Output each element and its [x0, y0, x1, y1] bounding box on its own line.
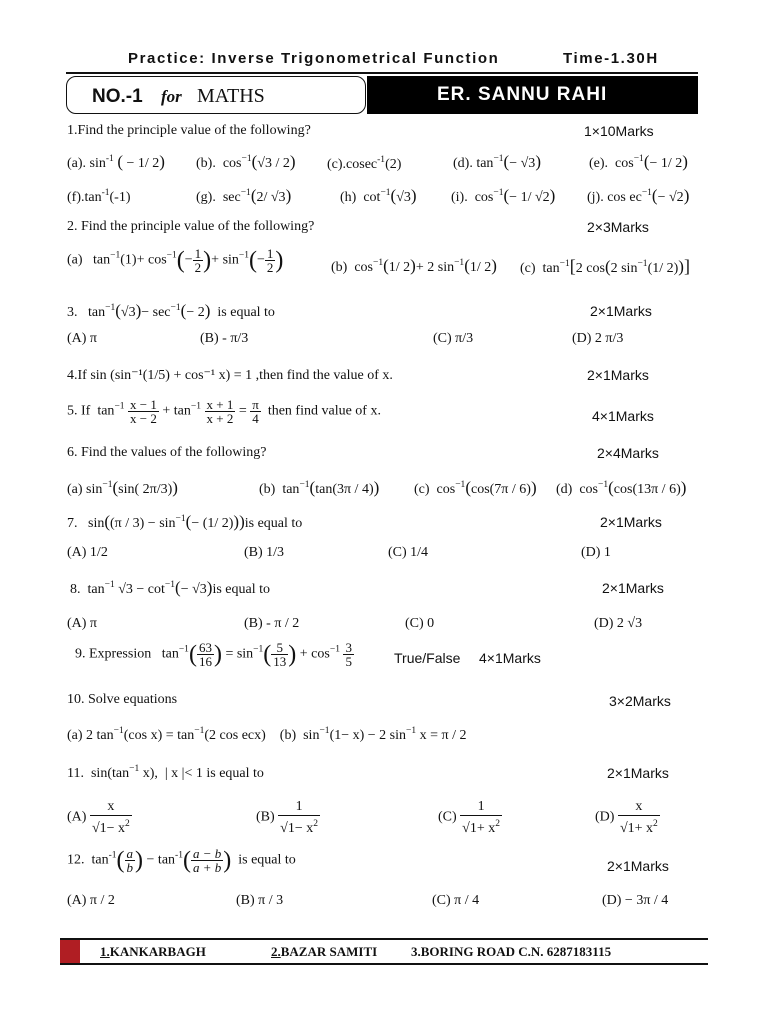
q7-option-c: (C) 1/4 — [388, 545, 429, 560]
q1-part-g: (g). $\sec^{-1}(2/$ √3) — [196, 186, 292, 205]
q6-part-d: (d) $\cos^{-1}(\cos(13\pi / 6))$ — [556, 478, 687, 497]
q9-true-false: True/False — [394, 650, 461, 666]
q3-marks: 2×1Marks — [590, 303, 652, 319]
q3-option-a: (A) π — [67, 331, 98, 346]
q3-option-c: (C) π/3 — [433, 331, 474, 346]
q12-option-b: (B) π / 3 — [236, 893, 284, 908]
q2-part-c: (c) $\tan^{-1}[2$ cos(2 $\sin^{-1}(1/$ 2))] — [520, 256, 690, 276]
q10-prompt: 10. Solve equations — [67, 692, 178, 707]
q2-marks: 2×3Marks — [587, 219, 649, 235]
sheet-number: NO.-1 — [92, 86, 143, 107]
q1-part-d: (d). $\tan^{-1}(- √3)$ — [453, 152, 541, 171]
q8-option-c: (C) 0 — [405, 616, 435, 631]
q11-option-a: (A) $\frac{x}{√1- x^2}$ — [67, 799, 130, 836]
footer-accent-bar — [60, 940, 80, 963]
q1-part-a: (a). $\sin^{-1}$ ( − 1/ 2) — [67, 152, 165, 171]
q12-prompt: 12. $\tan^{-1}$( $\frac{a}{b}$ ) − $\tan^{-1}$( $\frac{a - b}{a + b}$ ) is equal to — [67, 846, 296, 875]
q8-option-d: (D) 2 √3 — [594, 616, 643, 631]
q8-marks: 2×1Marks — [602, 580, 664, 596]
for-label: for — [161, 87, 182, 106]
q12-option-c: (C) π / 4 — [432, 893, 480, 908]
header-divider — [66, 72, 698, 74]
q1-part-e: (e). $\cos^{-1}(- 1/$ 2) — [589, 152, 688, 171]
q7-prompt: 7. $\sin((\pi / 3) - \sin^{-1}(- (1/$ 2)))is equal to — [67, 512, 303, 531]
author-banner — [367, 76, 698, 114]
q10-part-a: (a) 2 $\tan^{-1}(\cos$ $x) = \tan^{-1}(2$ cos ecx) (b) $\sin^{-1}(1- x) - 2$ $\sin^{-1} x = \pi / 2$ — [67, 726, 467, 743]
q8-prompt: 8. $\tan^{-1} √3 - \cot^{-1}(- √3)is$ equal to — [70, 578, 270, 597]
q9-prompt: 9. Expression $\tan^{-1}$( $\frac{63}{16}$ ) = $\sin^{-1}$( $\frac{5}{13}$ ) + $\cos^{-1}$ $\frac{3}{5}$ — [75, 640, 352, 669]
q7-option-b: (B) 1/3 — [244, 545, 285, 560]
q8-option-a: (A) π — [67, 616, 98, 631]
q11-option-c: (C) $\frac{1}{√1+ x^2}$ — [438, 799, 501, 836]
q1-part-c: (c).cosec$^{-1}$(2) — [327, 155, 402, 172]
q3-prompt: 3. $\tan^{-1}(√3)- \sec^{-1}(- 2)$ is equal to — [67, 301, 275, 320]
q6-part-a: (a) $\sin^{-1}(\sin$( 2π/3)) — [67, 478, 178, 497]
q10-marks: 3×2Marks — [609, 693, 671, 709]
q12-marks: 2×1Marks — [607, 858, 669, 874]
footer-branch-2 — [271, 944, 377, 960]
time-limit: Time-1.30H — [563, 50, 659, 67]
q1-part-j: (j). $\cos ec^{-1}(- √2)$ — [587, 186, 690, 205]
title-text: Practice: Inverse Trigonometrical Function — [128, 50, 500, 67]
footer-branch-1-name: KANKARBAGH — [109, 944, 206, 959]
q1-marks: 1×10Marks — [584, 123, 654, 139]
q1-part-f: $(f).\tan^{-1}(-1)$ — [67, 188, 131, 205]
q12-option-a: (A) π / 2 — [67, 893, 115, 908]
q5-prompt: 5. If $\tan^{-1}$ $\frac{x - 1}{x - 2}$ + $\tan^{-1}$ $\frac{x + 1}{x + 2}$ = $\frac{\pi}{4}$ then find value of x. — [67, 397, 381, 426]
q6-part-c: (c) $\cos^{-1}(\cos(7\pi / 6))$ — [414, 478, 537, 497]
q8-option-b: (B) - π / 2 — [244, 616, 300, 631]
q5-suffix: then find value of x. — [267, 403, 381, 419]
q7-option-a: (A) 1/2 — [67, 545, 108, 560]
q6-part-b: (b) $\tan^{-1}(\tan(3\pi / 4))$ — [259, 478, 380, 497]
footer-divider-top — [60, 938, 708, 940]
footer-branch-2-num: 2. — [271, 944, 281, 959]
q1-part-b: (b). $\cos^{-1}(√3 / 2)$ — [196, 152, 296, 171]
subject-box — [66, 76, 366, 114]
q1-part-h: (h) $\cot^{-1}(√3)$ — [340, 186, 417, 205]
q2-part-b: (b) $\cos^{-1}(1/$ 2)+ 2 $\sin^{-1}(1/$ 2) — [331, 256, 497, 275]
q4-prompt: 4.If sin (sin⁻¹(1/5) + cos⁻¹ x) = 1 ,then find the value of x. — [67, 368, 393, 383]
q12-option-d: (D) − 3π / 4 — [602, 893, 669, 908]
q7-marks: 2×1Marks — [600, 514, 662, 530]
q1-part-i: (i). $\cos^{-1}(- 1/$ √2) — [451, 186, 556, 205]
q6-marks: 2×4Marks — [597, 445, 659, 461]
q11-prompt: 11. $\sin(\tan^{-1}$ x), | x |< 1 is equal to — [67, 764, 264, 781]
subject-label: MATHS — [197, 85, 265, 107]
page-title — [128, 50, 659, 67]
footer-divider-bottom — [60, 963, 708, 965]
q11-option-d: (D) $\frac{x}{√1+ x^2}$ — [595, 799, 658, 836]
q6-prompt: 6. Find the values of the following? — [67, 445, 267, 460]
q11-option-b: (B) $\frac{1}{√1- x^2}$ — [256, 799, 319, 836]
q11-marks: 2×1Marks — [607, 765, 669, 781]
q1-prompt: 1.Find the principle value of the following? — [67, 123, 311, 138]
footer-branch-1 — [100, 944, 206, 960]
q3-option-d: (D) 2 π/3 — [572, 331, 624, 346]
footer-branch-3: 3.BORING ROAD C.N. 6287183115 — [411, 944, 612, 959]
q4-marks: 2×1Marks — [587, 367, 649, 383]
footer-branch-2-name: BAZAR SAMITI — [280, 944, 378, 959]
q3-option-b: (B) - π/3 — [200, 331, 249, 346]
q2-prompt: 2. Find the principle value of the following? — [67, 219, 315, 234]
q5-marks: 4×1Marks — [592, 408, 654, 424]
q9-marks: 4×1Marks — [479, 650, 541, 666]
author-name: ER. SANNU RAHI — [437, 84, 608, 105]
q7-option-d: (D) 1 — [581, 545, 611, 560]
q2-part-a: (a) $\tan^{-1}(1)+ \cos^{-1}(-$ $\frac{1}{2}$ )+ $\sin^{-1}(-$ $\frac{1}{2}$ ) — [67, 246, 284, 275]
footer-branch-1-num: 1. — [100, 944, 110, 959]
